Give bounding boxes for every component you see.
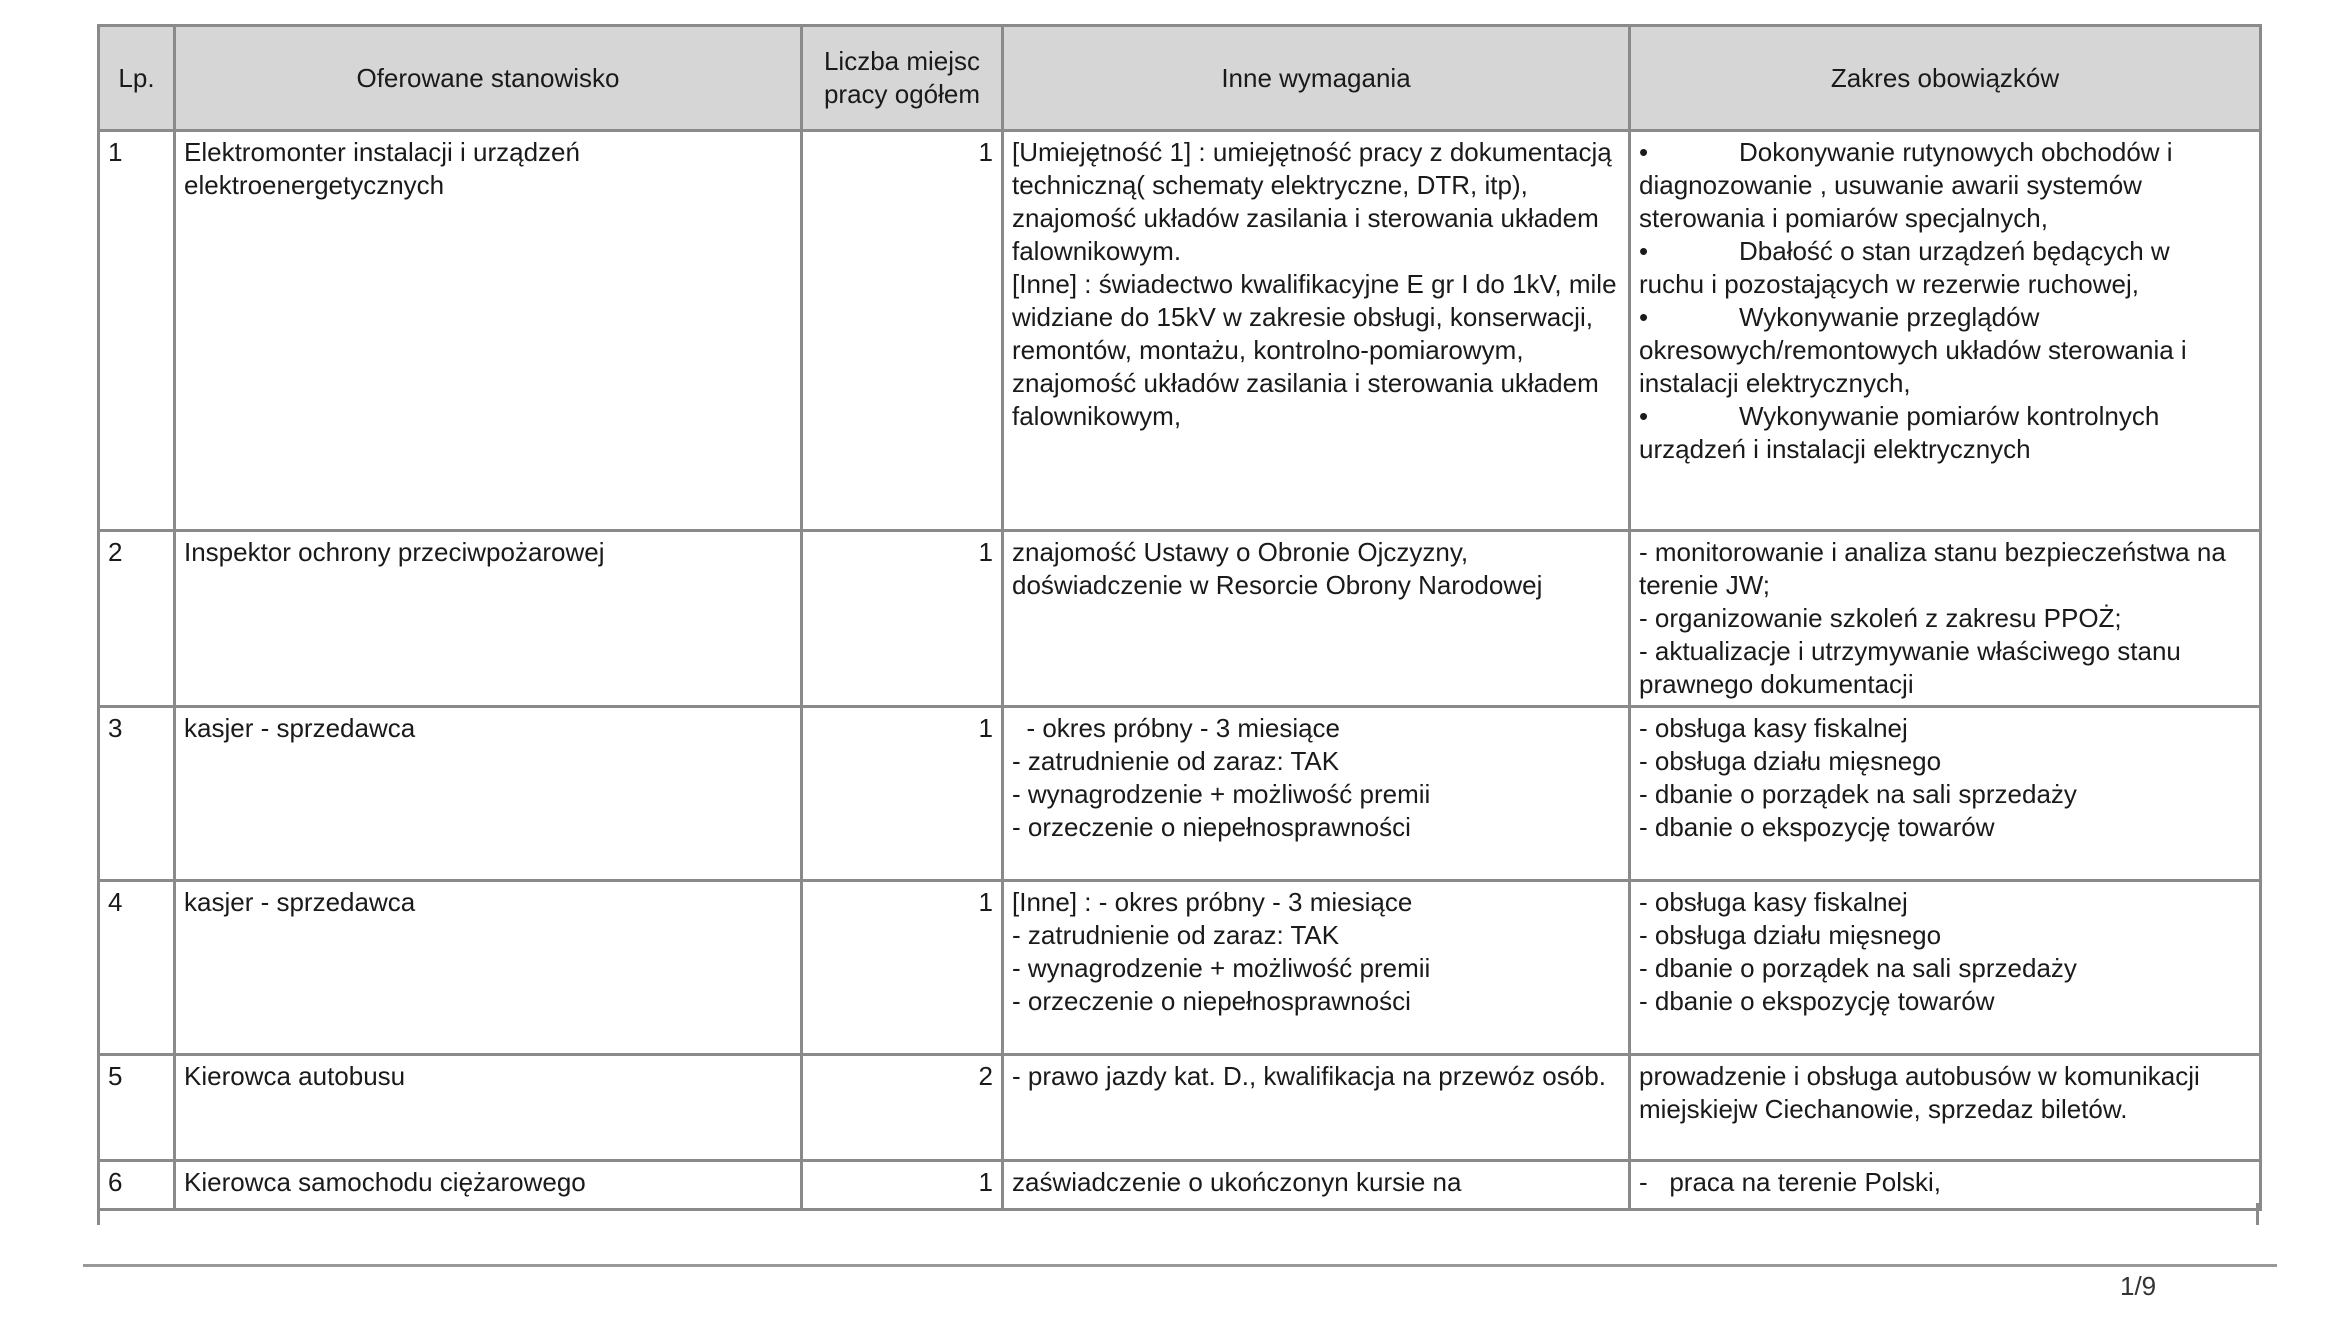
cell-lp: 5	[99, 1055, 175, 1161]
requirement-line: - orzeczenie o niepełnosprawności	[1012, 986, 1411, 1016]
table-continuation	[97, 1203, 2259, 1225]
cell-lp: 3	[99, 707, 175, 881]
bullet: •	[1639, 137, 1649, 167]
cell-position: Inspektor ochrony przeciwpożarowej	[175, 531, 802, 707]
cell-duties	[1630, 131, 2261, 531]
duty-line: - obsługa działu mięsnego	[1639, 920, 1942, 950]
header-lp: Lp.	[99, 26, 175, 131]
duty-rest: urządzeń i instalacji elektrycznych	[1639, 434, 2031, 464]
requirement-line: [Inne] : - okres próbny - 3 miesiące	[1012, 887, 1413, 917]
cell-position: kasjer - sprzedawca	[175, 881, 802, 1055]
requirement-line: zaświadczenie o ukończonyn kursie na	[1012, 1167, 1462, 1197]
duty-line: - obsługa kasy fiskalnej	[1639, 713, 1908, 743]
table-row	[99, 531, 2261, 707]
requirement-line: - zatrudnienie od zaraz: TAK	[1012, 746, 1340, 776]
cell-count: 1	[802, 707, 1003, 881]
duty-line: prowadzenie i obsługa autobusów w komunikacji miejskiejw Ciechanowie, sprzedaz biletów.	[1639, 1061, 2200, 1124]
cell-count: 1	[802, 131, 1003, 531]
cell-lp: 6	[99, 1161, 175, 1210]
requirement-line: - wynagrodzenie + możliwość premii	[1012, 779, 1431, 809]
cell-duties	[1630, 1055, 2261, 1161]
duty-line: - dbanie o ekspozycję towarów	[1639, 812, 1995, 842]
cell-lp: 4	[99, 881, 175, 1055]
duty-line: - obsługa działu mięsnego	[1639, 746, 1942, 776]
cell-requirements	[1003, 881, 1630, 1055]
duty-line: - aktualizacje i utrzymywanie właściwego stanu prawnego dokumentacji	[1639, 636, 2181, 699]
table-row	[99, 881, 2261, 1055]
duty-line: - praca na terenie Polski,	[1639, 1167, 1942, 1197]
duty-lead: Wykonywanie pomiarów kontrolnych	[1739, 401, 2160, 431]
header-requirements: Inne wymagania	[1003, 26, 1630, 131]
cell-position: Kierowca autobusu	[175, 1055, 802, 1161]
table-header-row	[99, 26, 2261, 131]
cell-count: 2	[802, 1055, 1003, 1161]
bullet: •	[1639, 236, 1649, 266]
cell-duties	[1630, 531, 2261, 707]
requirement-line: [Inne] : świadectwo kwalifikacyjne E gr I do 1kV, mile widziane do 15kV w zakresie obsługi, konserwacji, remontów, montażu, kontrolno-pomiarowym, znajomość układów zasilania i sterowania układem falownikowym,	[1012, 269, 1617, 431]
requirement-line: - wynagrodzenie + możliwość premii	[1012, 953, 1431, 983]
table-row	[99, 131, 2261, 531]
duty-rest: ruchu i pozostających w rezerwie ruchowej,	[1639, 269, 2139, 299]
requirement-line: [Umiejętność 1] : umiejętność pracy z dokumentacją techniczną( schematy elektryczne, DTR, itp), znajomość układów zasilania i sterowania układem falownikowym.	[1012, 137, 1612, 266]
cell-duties	[1630, 707, 2261, 881]
cell-requirements	[1003, 131, 1630, 531]
requirement-line: znajomość Ustawy o Obronie Ojczyzny, doświadczenie w Resorcie Obrony Narodowej	[1012, 537, 1543, 600]
duty-item	[1639, 235, 2251, 301]
duty-line: - dbanie o porządek na sali sprzedaży	[1639, 779, 2077, 809]
duty-line: - monitorowanie i analiza stanu bezpieczeństwa na terenie JW;	[1639, 537, 2226, 600]
header-duties: Zakres obowiązków	[1630, 26, 2261, 131]
duty-item	[1639, 301, 2251, 400]
cell-count: 1	[802, 531, 1003, 707]
duty-item	[1639, 136, 2251, 235]
cell-count: 1	[802, 881, 1003, 1055]
cell-position: Kierowca samochodu ciężarowego	[175, 1161, 802, 1210]
header-position: Oferowane stanowisko	[175, 26, 802, 131]
cell-position: kasjer - sprzedawca	[175, 707, 802, 881]
duty-line: - obsługa kasy fiskalnej	[1639, 887, 1908, 917]
cell-requirements	[1003, 1055, 1630, 1161]
requirement-line: - orzeczenie o niepełnosprawności	[1012, 812, 1411, 842]
duty-line: - dbanie o ekspozycję towarów	[1639, 986, 1995, 1016]
duty-rest: diagnozowanie , usuwanie awarii systemów sterowania i pomiarów specjalnych,	[1639, 170, 2142, 233]
duty-line: - organizowanie szkoleń z zakresu PPOŻ;	[1639, 603, 2122, 633]
cell-duties	[1630, 881, 2261, 1055]
footer-divider	[83, 1264, 2277, 1267]
job-offers-table	[97, 24, 2262, 1211]
duty-lead: Wykonywanie przeglądów	[1739, 302, 2040, 332]
duty-lead: Dokonywanie rutynowych obchodów i	[1739, 137, 2173, 167]
cell-position: Elektromonter instalacji i urządzeń elektroenergetycznych	[175, 131, 802, 531]
requirement-line: - okres próbny - 3 miesiące	[1012, 713, 1341, 743]
cell-requirements	[1003, 531, 1630, 707]
table-row	[99, 1055, 2261, 1161]
requirement-line: - zatrudnienie od zaraz: TAK	[1012, 920, 1340, 950]
cell-count: 1	[802, 1161, 1003, 1210]
cell-requirements	[1003, 707, 1630, 881]
table-row	[99, 707, 2261, 881]
cell-lp: 2	[99, 531, 175, 707]
requirement-line: - prawo jazdy kat. D., kwalifikacja na przewóz osób.	[1012, 1061, 1606, 1091]
duty-lead: Dbałość o stan urządzeń będących w	[1739, 236, 2170, 266]
page-number: 1/9	[2120, 1271, 2157, 1301]
duty-item	[1639, 400, 2251, 466]
cell-lp: 1	[99, 131, 175, 531]
bullet: •	[1639, 401, 1649, 431]
bullet: •	[1639, 302, 1649, 332]
duty-rest: okresowych/remontowych układów sterowania i instalacji elektrycznych,	[1639, 335, 2187, 398]
duty-line: - dbanie o porządek na sali sprzedaży	[1639, 953, 2077, 983]
header-count: Liczba miejsc pracy ogółem	[802, 26, 1003, 131]
